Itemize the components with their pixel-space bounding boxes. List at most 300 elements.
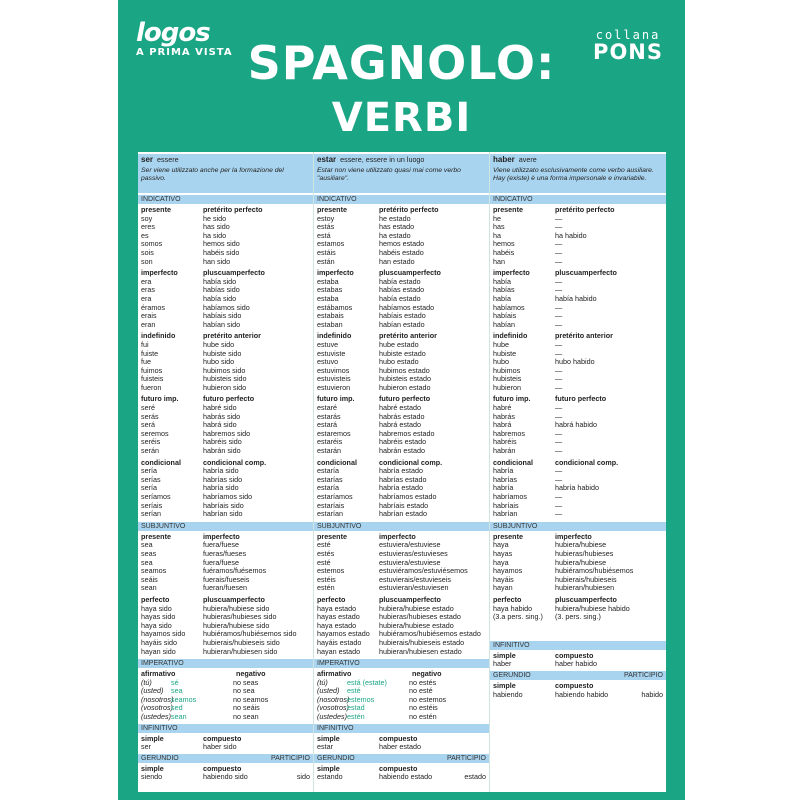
simple-form: fue [141,357,151,367]
infinitive-simple: haber [493,659,512,669]
compound-form: habías sido [203,285,240,295]
section-label: IMPERATIVO [314,659,489,668]
compound-form: hemos sido [203,239,240,249]
tense-block [317,395,486,455]
compound-form: hemos estado [379,239,425,249]
conjugation-row [317,510,486,519]
simple-form: fuisteis [141,374,164,384]
simple-form: seremos [141,428,169,438]
simple-form: estábamos [317,302,353,312]
simple-form: estabais [317,311,344,321]
compound-form: — [555,302,563,312]
simple-form: seréis [141,437,161,447]
compound-form: hubierais/hubieseis sido [203,637,280,647]
compound-form: hubiéramos/hubiésemos [555,566,634,576]
gerund-compound-label: compuesto [555,680,594,690]
conjugation-row [493,584,663,593]
tense-block [493,269,663,329]
participio-label: PARTICIPIO [270,754,310,762]
compound-form: han sido [203,256,231,266]
compound-form: fuera/fuese [203,540,239,550]
compound-form: — [555,446,563,456]
compound-form: hubiera/hubiese habido [555,603,630,613]
tense-header [493,332,663,341]
compound-form: — [555,222,563,232]
compound-form: habrían estado [379,509,427,519]
conjugation-row [317,447,486,456]
simple-form: habría [493,483,514,493]
compound-form: estuvierais/estuvieseis [379,574,451,584]
compound-form: habíais sido [203,311,242,321]
pronoun: (ustedes) [317,712,347,722]
gerund-compound: habiendo estado [379,772,433,782]
simple-form: haya sido [141,620,172,630]
imperative-negative: negativo [412,669,442,679]
pronoun: (vosotros) [317,703,349,713]
compound-form: habrá sido [203,420,237,430]
section-label: INFINITIVO [490,641,666,650]
compound-form: hube estado [379,339,419,349]
compound-form: hubimos sido [203,365,246,375]
infinitive-simple: ser [141,742,151,752]
simple-form: sea [141,557,153,567]
compound-form: ha sido [203,230,227,240]
simple-form: hayáis sido [141,637,177,647]
conjugation-row [141,648,310,657]
simple-form: estuvisteis [317,374,351,384]
imperative-affirmative: afirmativo [317,669,352,679]
simple-form: habéis [493,247,515,257]
compound-form: había habido [555,293,597,303]
affirmative-form: estén [347,712,365,722]
simple-form: hubisteis [493,374,522,384]
verb-translation: essere, essere in un luogo [340,155,425,164]
gerund-compound: habiendo habido [555,689,609,699]
compound-form: hubiera/hubiese [555,557,607,567]
tense-block [493,596,663,622]
tense-block [141,332,310,392]
tense-name: imperfecto [379,531,416,541]
simple-form: habíais [493,311,517,321]
section-label [138,754,313,763]
conjugation-row [141,447,310,456]
logo-wordmark: logos [136,18,210,48]
simple-form: está [317,230,331,240]
tense-name: pluscuamperfecto [203,594,265,604]
compound-form: — [555,374,563,384]
tense-name: futuro perfecto [203,394,255,404]
compound-form: hubo sido [203,357,235,367]
compound-form: hubieron estado [379,382,431,392]
tense-name: futuro perfecto [379,394,431,404]
tense-name: perfecto [493,594,522,604]
pronoun: (tú) [317,677,328,687]
compound-form: hubisteis estado [379,374,431,384]
simple-form: hubieron [493,382,521,392]
simple-form: habréis [493,437,517,447]
compound-form: — [555,403,563,413]
negative-form: no seamos [233,694,269,704]
tense-name: presente [317,531,347,541]
compound-form: — [555,437,563,447]
compound-form: hubiéramos/hubiésemos sido [203,629,297,639]
tense-block [141,596,310,656]
tense-name: pretérito anterior [379,331,437,341]
simple-form: hubimos [493,365,521,375]
simple-form: haya habido [493,603,533,613]
simple-form: serías [141,474,161,484]
compound-form: — [555,466,563,476]
logo-tagline: A PRIMA VISTA [136,47,233,58]
conjugation-row [317,648,486,657]
conjugation-row [493,613,663,622]
compound-form: habréis sido [203,437,242,447]
compound-form: hubieras/hubieses estado [379,612,461,622]
simple-form: esté [317,557,331,567]
section-label [490,671,666,680]
pronoun: (usted) [141,686,164,696]
conjugation-row [493,502,663,511]
compound-form: habré estado [379,403,421,413]
pronoun: (tú) [141,677,152,687]
compound-form: — [555,311,563,321]
negative-form: no estés [409,677,437,687]
negative-form: no esté [409,686,433,696]
infinitive-compound: haber sido [203,742,237,752]
tense-block [317,269,486,329]
simple-form: eran [141,319,156,329]
tense-header [493,269,663,278]
simple-form: seas [141,548,157,558]
tense-name: futuro imp. [493,394,531,404]
simple-form: estaban [317,319,343,329]
compound-form: habían estado [379,319,425,329]
conjugation-row [141,258,310,267]
tense-name: condicional [493,457,533,467]
imperative-row [317,679,486,688]
compound-form: — [555,509,563,519]
section-label [314,754,489,763]
imperative-row [141,713,310,722]
tense-block [141,269,310,329]
infinitive-simple-label: simple [317,733,340,743]
compound-form: habrán sido [203,446,241,456]
compound-form: habría estado [379,466,423,476]
compound-form: hubimos estado [379,365,430,375]
gerund-simple-label: simple [493,680,516,690]
verb-note: Ser viene utilizzato anche per la formazione del passivo. [141,166,284,182]
compound-form: hubo estado [379,357,419,367]
compound-form: fueras/fueses [203,548,247,558]
simple-form: estás [317,222,335,232]
tense-name: indefinido [493,331,528,341]
conjugation-row [493,384,663,393]
simple-form: hayas [493,548,513,558]
simple-form: estarías [317,474,343,484]
affirmative-form: seamos [171,694,197,704]
conjugation-row [493,510,663,519]
compound-form: habría sido [203,483,239,493]
tense-block [141,533,310,593]
infinitive-simple-label: simple [493,650,516,660]
affirmative-form: sea [171,686,183,696]
infinitive-compound-label: compuesto [555,650,594,660]
infinitive-compound: haber habido [555,659,597,669]
conjugation-row [141,321,310,330]
simple-form: fuiste [141,348,159,358]
compound-form: — [555,239,563,249]
compound-form: — [555,365,563,375]
simple-form: ha [493,230,501,240]
conjugation-row [493,438,663,447]
simple-form: estarán [317,446,341,456]
compound-form: habrían sido [203,509,243,519]
conjugation-row [493,215,663,224]
compound-form: habéis sido [203,247,240,257]
gerundio-label: GERUNDIO [141,754,179,762]
section-label: SUBJUNTIVO [490,522,666,531]
simple-form: estabas [317,285,343,295]
infinitive-compound-label: compuesto [203,733,242,743]
tense-name: indefinido [141,331,176,341]
compound-form: hubiera/hubiese [555,540,607,550]
compound-form: habrás sido [203,411,241,421]
simple-form: había [493,293,511,303]
simple-form: son [141,256,153,266]
compound-form: hubieras/hubieses [555,548,614,558]
tense-name: presente [493,205,523,214]
simple-form: habremos [493,428,525,438]
tense-block [493,533,663,593]
compound-form: fuerais/fueseis [203,574,250,584]
simple-form: estará [317,420,337,430]
participle: sido [296,772,310,782]
compound-form: habíamos sido [203,302,250,312]
verb-name: ser [141,155,154,164]
conjugation-row [493,278,663,287]
gerund-simple-label: simple [141,763,164,773]
compound-form: había estado [379,276,421,286]
gerund-row [141,773,310,782]
participle: habido [641,689,663,699]
tense-name: imperfecto [141,268,178,278]
conjugation-row [317,258,486,267]
compound-form: hube sido [203,339,235,349]
tense-name: presente [141,205,171,214]
conjugation-row [493,312,663,321]
tense-block [493,395,663,455]
imperative-header [141,670,310,679]
compound-form: — [555,382,563,392]
simple-form: seré [141,403,155,413]
negative-form: no estén [409,712,437,722]
simple-form: estaré [317,403,337,413]
negative-form: no sean [233,712,259,722]
compound-form: había sido [203,276,237,286]
compound-form: habrá habido [555,420,597,430]
tense-block [141,459,310,519]
simple-form: estaréis [317,437,343,447]
compound-form: has sido [203,222,230,232]
spacer [493,625,663,639]
simple-form: es [141,230,149,240]
tense-name: futuro perfecto [555,394,607,404]
tense-name: perfecto [141,594,170,604]
simple-form: sois [141,247,154,257]
pons-logo: PONS [593,40,663,64]
simple-form: habrías [493,474,517,484]
compound-form: ha habido [555,230,587,240]
compound-form: — [555,500,563,510]
imperative-negative: negativo [236,669,266,679]
infinitive-simple: estar [317,742,333,752]
negative-form: no sea [233,686,255,696]
gerund-simple: habiendo [493,689,523,699]
tense-block [317,596,486,656]
compound-form: habré sido [203,403,237,413]
simple-form: seáis [141,574,158,584]
compound-form: — [555,348,563,358]
compound-form: estuvieran/estuviesen [379,583,449,593]
pronoun: (nosotros) [317,694,350,704]
tense-header [493,206,663,215]
simple-form: estén [317,583,335,593]
simple-form: sea [141,540,153,550]
pronoun: (usted) [317,686,340,696]
simple-form: estuvo [317,357,339,367]
simple-form: hayas estado [317,612,360,622]
imperative-header [317,670,486,679]
simple-form: hayáis [493,574,514,584]
verb-name: haber [493,155,515,164]
compound-form: habríamos estado [379,492,437,501]
compound-form: — [555,339,563,349]
simple-form: seamos [141,566,167,576]
conjugation-row [493,404,663,413]
simple-form: hube [493,339,509,349]
imperative-affirmative: afirmativo [141,669,176,679]
tense-block [317,533,486,593]
compound-form: estuviera/estuviese [379,557,441,567]
affirmative-form: estemos [347,694,375,704]
compound-form: había sido [203,293,237,303]
compound-form: habrá estado [379,420,421,430]
tense-name: presente [317,205,347,214]
page-subtitle: VERBI [331,95,472,141]
tense-name: pluscuamperfecto [555,268,617,278]
affirmative-form: sed [171,703,183,713]
compound-form: hubiste estado [379,348,426,358]
tense-block [141,395,310,455]
tense-header [493,459,663,468]
compound-form: — [555,411,563,421]
simple-form: haya estado [317,603,357,613]
compound-form: fuera/fuese [203,557,239,567]
simple-form: estaba [317,293,339,303]
tense-name: imperfecto [493,268,530,278]
gerundio-label: GERUNDIO [317,754,355,762]
simple-form: habían [493,319,515,329]
tense-name: indefinido [317,331,352,341]
conjugation-row [141,510,310,519]
simple-form: será [141,420,155,430]
infinitive-row [317,743,486,752]
compound-form: habría sido [203,466,239,476]
gerund-simple-label: simple [317,763,340,773]
tense-block [317,206,486,266]
simple-form: estamos [317,239,345,249]
simple-form: hayamos [493,566,523,576]
section-label: INDICATIVO [314,195,489,204]
gerund-simple: estando [317,772,343,782]
conjugation-row [317,384,486,393]
simple-form: habríamos [493,492,527,501]
conjugation-row [493,304,663,313]
compound-form: hubiera/hubiese estado [379,603,454,613]
compound-form: habéis estado [379,247,424,257]
affirmative-form: sean [171,712,187,722]
negative-form: no seas [233,677,259,687]
conjugation-row [493,258,663,267]
pronoun: (vosotros) [141,703,173,713]
compound-form: han estado [379,256,415,266]
tense-header [493,395,663,404]
gerund-compound-label: compuesto [379,763,418,773]
infinitive-compound-label: compuesto [379,733,418,743]
infinitive-row [141,743,310,752]
tense-name: perfecto [317,594,346,604]
verb-translation: avere [518,155,537,164]
compound-form: fuéramos/fuésemos [203,566,267,576]
simple-form: serían [141,509,161,519]
infinitive-simple-label: simple [141,733,164,743]
compound-form: estuvieras/estuvieses [379,548,448,558]
compound-form: has estado [379,222,415,232]
compound-form: habríamos sido [203,492,253,501]
simple-form: están [317,256,335,266]
simple-form: fui [141,339,149,349]
simple-form: estuvieron [317,382,351,392]
gerund-row [493,691,663,700]
simple-form: fuimos [141,365,163,375]
simple-form: hayáis estado [317,637,362,647]
verb-translation: essere [157,155,179,164]
conjugation-row [493,341,663,350]
simple-form: habrás [493,411,515,421]
compound-form: habremos estado [379,428,435,438]
tense-name: pretérito perfecto [203,205,263,214]
tense-block [493,206,663,266]
simple-form: estuvimos [317,365,350,375]
simple-form: erais [141,311,157,321]
simple-form: hubo [493,357,509,367]
negative-form: no estemos [409,694,447,704]
tense-block [493,332,663,392]
section-label: SUBJUNTIVO [138,522,313,531]
imperative-row [141,679,310,688]
simple-form: estaba [317,276,339,286]
compound-form: — [555,213,563,223]
tense-name: imperfecto [203,531,240,541]
compound-form: — [555,428,563,438]
tense-name: condicional comp. [203,457,267,467]
tense-name: pretérito perfecto [379,205,439,214]
gerundio-label: GERUNDIO [493,671,531,679]
gerund-simple: siendo [141,772,163,782]
simple-form: era [141,293,152,303]
compound-form: habría estado [379,483,423,493]
compound-form: he estado [379,213,411,223]
